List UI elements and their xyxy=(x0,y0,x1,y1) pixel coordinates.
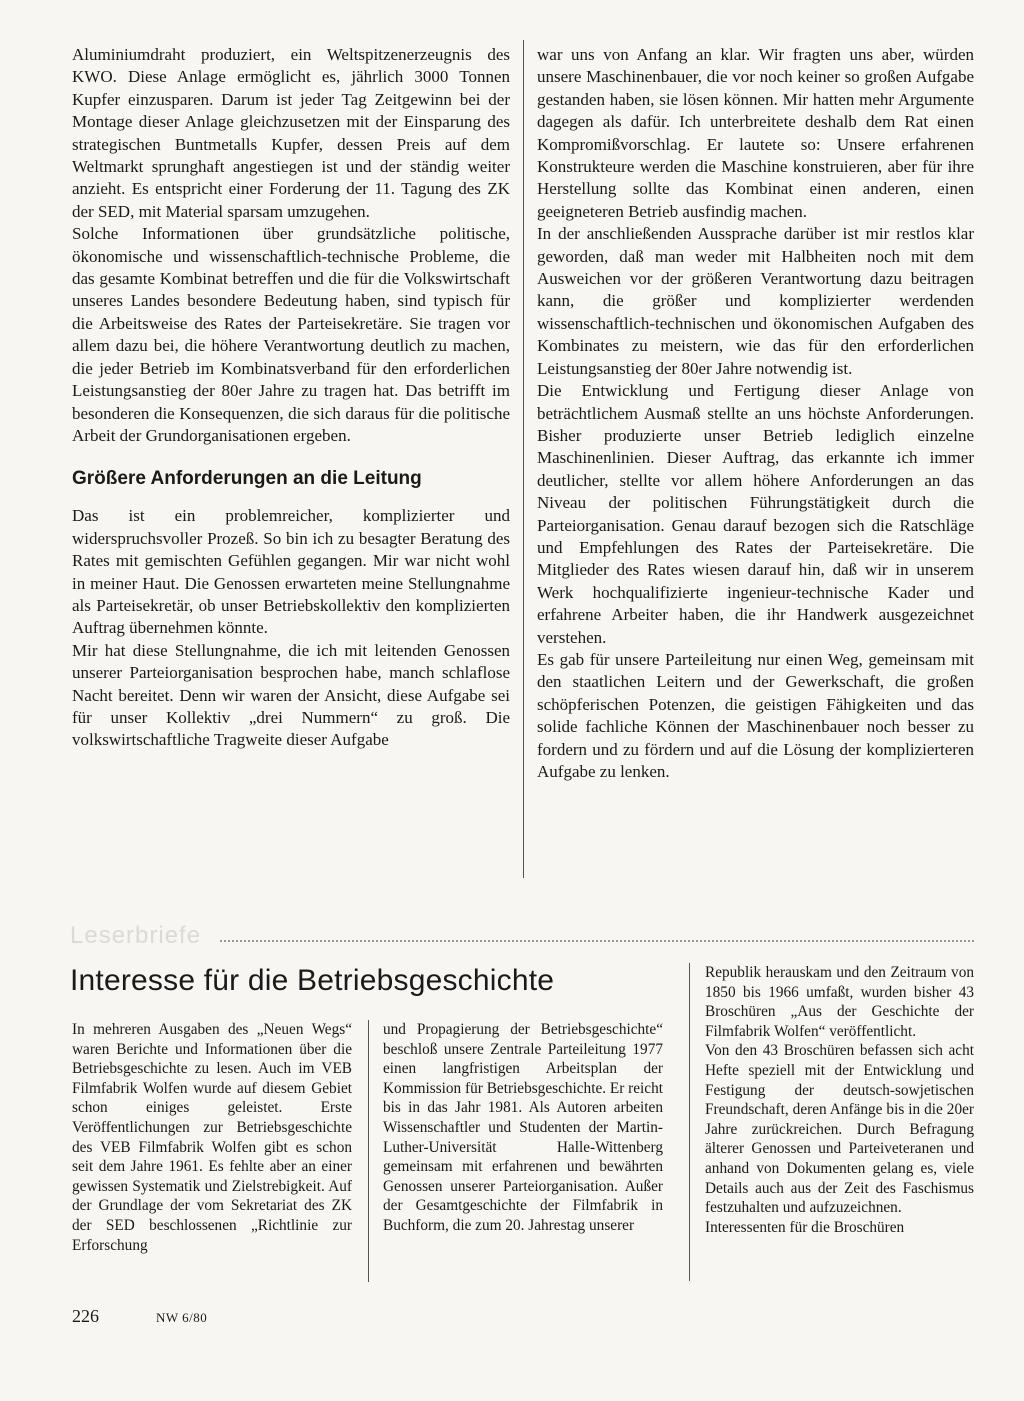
section-subheading: Größere Anforderungen an die Leitung xyxy=(72,468,422,490)
column-divider xyxy=(689,963,690,1281)
article-column-left xyxy=(72,44,510,752)
paragraph: Aluminiumdraht produziert, ein Weltspitzenerzeugnis des KWO. Diese Anlage ermöglicht es, jährlich 3000 Tonnen Kupfer einzusparen. Darum ist jeder Tag Zeitgewinn bei der Montage dieser Anlage gleichzusetzen mit der Einsparung des strategischen Buntmetalls Kupfer, dessen Preis auf dem Weltmarkt sprunghaft angestiegen ist und der ständig weiter anzieht. Es entspricht einer Forderung der 11. Tagung des ZK der SED, mit Material sparsam umzugehen. xyxy=(72,45,510,221)
paragraph: Mir hat diese Stellungnahme, die ich mit leitenden Genossen unserer Parteiorganisation besprochen habe, manch schlaflose Nacht bereitet. Denn wir waren der Ansicht, diese Aufgabe sei für unser Kollektiv „drei Nummern“ zu groß. Die volkswirtschaftliche Tragweite dieser Aufgabe xyxy=(72,640,510,750)
issue-label: NW 6/80 xyxy=(156,1310,208,1325)
paragraph: war uns von Anfang an klar. Wir fragten uns aber, würden unsere Maschinenbauer, die vor noch keiner so großen Aufgabe gestanden haben, sie lösen können. Mir hatten mehr Argumente dagegen als dafür. Ich unterbreitete deshalb dem Rat einen Kompromißvorschlag. Er lautete so: Unsere erfahrenen Konstrukteure werden die Maschine konstruieren, aber für ihre Herstellung sollte das Kombinat einen anderen, einen geeigneteren Betrieb ausfindig machen. xyxy=(537,45,974,221)
letter-column-2 xyxy=(383,1020,663,1236)
letter-column-3 xyxy=(705,963,974,1237)
page-number: 226 xyxy=(72,1306,99,1326)
paragraph: Die Entwicklung und Fertigung dieser Anlage von beträchtlichem Ausmaß stellte an uns höchste Anforderungen. Bisher produzierte unser Betrieb lediglich einzelne Maschinenlinien. Dieser Auftrag, das erkannte ich immer deutlicher, stellte vor allem höhere Anforderungen an das Niveau der politischen Führungstätigkeit durch die Parteiorganisation. Genau darauf bezogen sich die Ratschläge und Empfehlungen des Rates der Parteisekretäre. Die Mitglieder des Rates wiesen darauf hin, daß wir in unserem Werk hochqualifizierte ingenieur-technische Kader und erfahrene Arbeiter haben, die ihr Handwerk ausgezeichnet verstehen. xyxy=(537,381,974,647)
paragraph: Das ist ein problemreicher, komplizierter und widerspruchsvoller Prozeß. So bin ich zu besagter Beratung des Rates mit gemischten Gefühlen gegangen. Mir war nicht wohl in meiner Haut. Die Genossen erwarteten meine Stellungnahme als Parteisekretär, ob unser Betriebskollektiv den komplizierten Auftrag übernehmen könnte. xyxy=(72,506,510,638)
rubric-label: Leserbriefe xyxy=(70,922,202,949)
section-rubric xyxy=(70,922,974,952)
paragraph: In mehreren Ausgaben des „Neuen Wegs“ waren Berichte und Informationen über die Betriebsgeschichte zu lesen. Auch im VEB Filmfabrik Wolfen wurde auf diesem Gebiet schon einiges geleistet. Erste Veröffentlichungen zur Betriebsgeschichte des VEB Filmfabrik Wolfen gibt es schon seit dem Jahre 1961. Es fehlte aber an einer gewissen Systematik und Zielstrebigkeit. Auf der Grundlage der vom Sekretariat des ZK der SED beschlossenen „Richtlinie zur Erforschung xyxy=(72,1021,352,1254)
paragraph: Solche Informationen über grundsätzliche politische, ökonomische und wissenschaftlich-technische Probleme, die das gesamte Kombinat betreffen und die für die Volkswirtschaft unseres Landes besondere Bedeutung haben, sind typisch für die Arbeitsweise des Rates der Parteisekretäre. Sie tragen vor allem dazu bei, die höhere Verantwortung deutlich zu machen, die jeder Betrieb im Kombinatsverband für den erforderlichen Leistungsanstieg der 80er Jahre zu tragen hat. Das betrifft im besonderen die Konsequenzen, die sich daraus für die politische Arbeit der Grundorganisationen ergeben. xyxy=(72,224,510,445)
column-divider xyxy=(523,40,524,878)
rubric-dotted-line xyxy=(220,940,974,942)
article-column-right xyxy=(537,44,974,783)
paragraph: Es gab für unsere Parteileitung nur einen Weg, gemeinsam mit den staatlichen Leitern und der Gewerkschaft, die großen schöpferischen Potenzen, die geistigen Fähigkeiten und das solide fachliche Können der Maschinenbauer noch besser zu fordern und zu fördern und auf die Lösung der komplizierteren Aufgabe zu lenken. xyxy=(537,649,974,781)
paragraph: In der anschließenden Aussprache darüber ist mir restlos klar geworden, daß man weder mit Halbheiten noch mit dem Ausweichen vor der größeren Verantwortung dazu beitragen kann, die größer und komplizierter werdenden wissenschaftlich-technischen und ökonomischen Aufgaben des Kombinates zu meistern, wie das für den erforderlichen Leistungsanstieg der 80er Jahre notwendig ist. xyxy=(537,224,974,378)
letter-headline: Interesse für die Betriebsgeschichte xyxy=(70,964,555,997)
column-divider xyxy=(368,1020,369,1282)
paragraph: und Propagierung der Betriebsgeschichte“ beschloß unsere Zentrale Parteileitung 1977 einen langfristigen Arbeitsplan der Kommission für Betriebsgeschichte. Er reicht bis in das Jahr 1981. Als Autoren arbeiten Wissenschaftler und Studenten der Martin-Luther-Universität Halle-Wittenberg gemeinsam mit erfahrenen und bewährten Genossen unserer Parteiorganisation. Außer der Gesamtgeschichte der Filmfabrik in Buchform, die zum 20. Jahrestag unserer xyxy=(383,1021,663,1234)
letter-column-1 xyxy=(72,1020,352,1255)
paragraph: Von den 43 Broschüren befassen sich acht Hefte speziell mit der Entwicklung und Festigung der deutsch-sowjetischen Freundschaft, deren Anfänge bis in die 20er Jahre zurückreichen. Durch Befragung älterer Genossen und Parteiveteranen und anhand von Dokumenten gelang es, viele Details auch aus der Zeit des Faschismus festzuhalten und aufzuzeichnen. xyxy=(705,1042,974,1217)
paragraph: Interessenten für die Broschüren xyxy=(705,1218,905,1236)
paragraph: Republik herauskam und den Zeitraum von 1850 bis 1966 umfaßt, wurden bisher 43 Broschüren „Aus der Geschichte der Filmfabrik Wolfen“ veröffentlicht. xyxy=(705,964,974,1040)
